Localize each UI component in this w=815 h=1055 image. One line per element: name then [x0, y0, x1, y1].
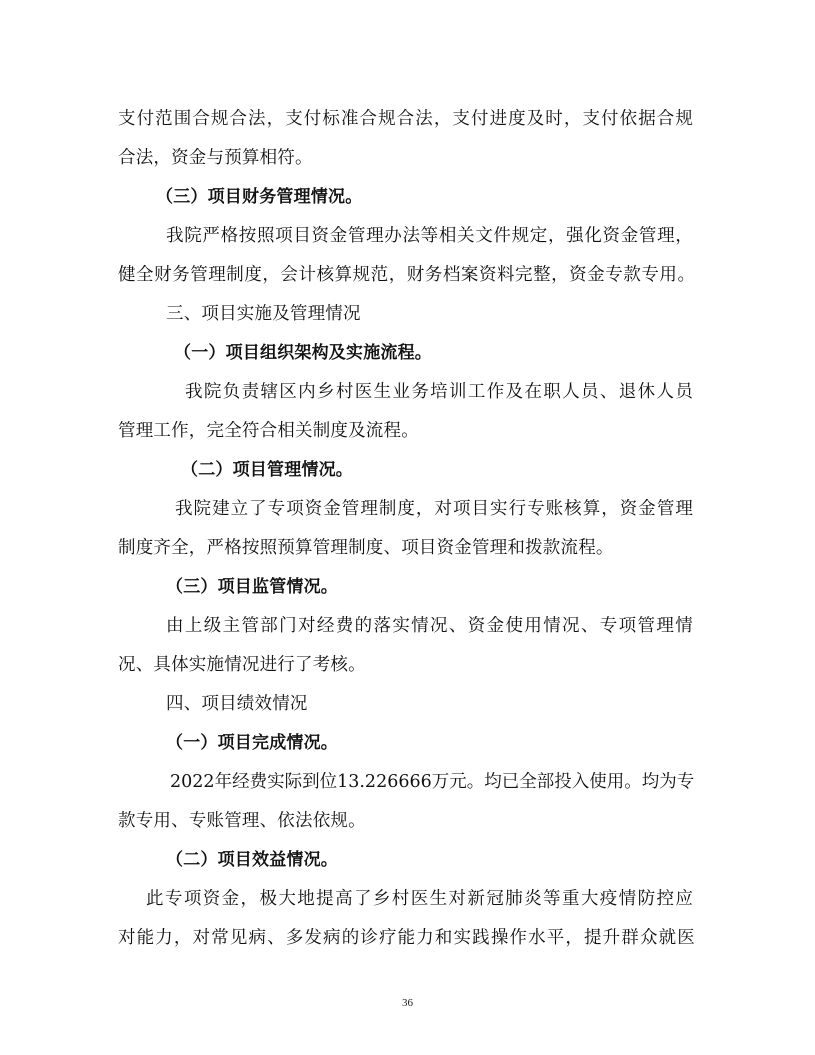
body-text-line: 由 上 级 主 管 部 门 对 经 费 的 落 实 情 况 、 资 金 使 用 情 况 、 专 项 管 理 情 — [166, 616, 693, 636]
section-heading: （三）项目财务管理情况。 — [156, 187, 363, 207]
body-text-line: 我 院 严 格 按 照 项 目 资 金 管 理 办 法 等 相 关 文 件 规 定 ， 强 化 资 金 管 理 ， — [166, 226, 693, 246]
body-text-line: 我 院 负 责 辖 区 内 乡 村 医 生 业 务 培 训 工 作 及 在 职 人 员 、 退 休 人 员 — [185, 382, 693, 402]
body-text-line: 此 专 项 资 金 ， 极 大 地 提 高 了 乡 村 医 生 对 新 冠 肺 炎 等 重 大 疫 情 防 控 应 — [146, 889, 693, 909]
body-text-line: 对 能 力 ， 对 常 见 病 、 多 发 病 的 诊 疗 能 力 和 实 践 操 作 水 平 ， 提 升 群 众 就 医 — [118, 928, 695, 948]
body-text-line: 制度齐全，严格按照预算管理制度、项目资金管理和拨款流程。 — [118, 538, 614, 558]
chapter-heading: 三、项目实施及管理情况 — [166, 304, 361, 324]
section-heading: （二）项目效益情况。 — [166, 850, 338, 870]
body-text-line: 管理工作，完全符合相关制度及流程。 — [118, 421, 419, 441]
section-heading: （一）项目组织架构及实施流程。 — [174, 343, 432, 363]
section-heading: （三）项目监管情况。 — [166, 577, 338, 597]
body-text-line: 款专用、专账管理、依法依规。 — [118, 811, 366, 831]
body-text-line: 健 全 财 务 管 理 制 度 ， 会 计 核 算 规 范 ， 财 务 档 案 资 料 完 整 ， 资 金 专 款 专 用 。 — [118, 265, 695, 285]
body-text-line: 我 院 建 立 了 专 项 资 金 管 理 制 度 ， 对 项 目 实 行 专 账 核 算 ， 资 金 管 理 — [175, 499, 693, 519]
page-number: 36 — [402, 997, 413, 1009]
chapter-heading: 四、项目绩效情况 — [166, 694, 308, 714]
body-text-line: 支 付 范 围 合 规 合 法 ， 支 付 标 准 合 规 合 法 ， 支 付 进 度 及 时 ， 支 付 依 据 合 规 — [118, 109, 693, 129]
section-heading: （一）项目完成情况。 — [166, 733, 338, 753]
body-text-line: 合法，资金与预算相符。 — [118, 148, 313, 168]
section-heading: （二）项目管理情况。 — [181, 460, 353, 480]
body-text-line: 2 0 2 2 年 经 费 实 际 到 位 1 3 . 2 2 6 6 6 6 万 元 。 均 已 全 部 投 入 使 用 。 均 为 专 — [170, 772, 695, 792]
body-text-line: 况、具体实施情况进行了考核。 — [118, 655, 366, 675]
